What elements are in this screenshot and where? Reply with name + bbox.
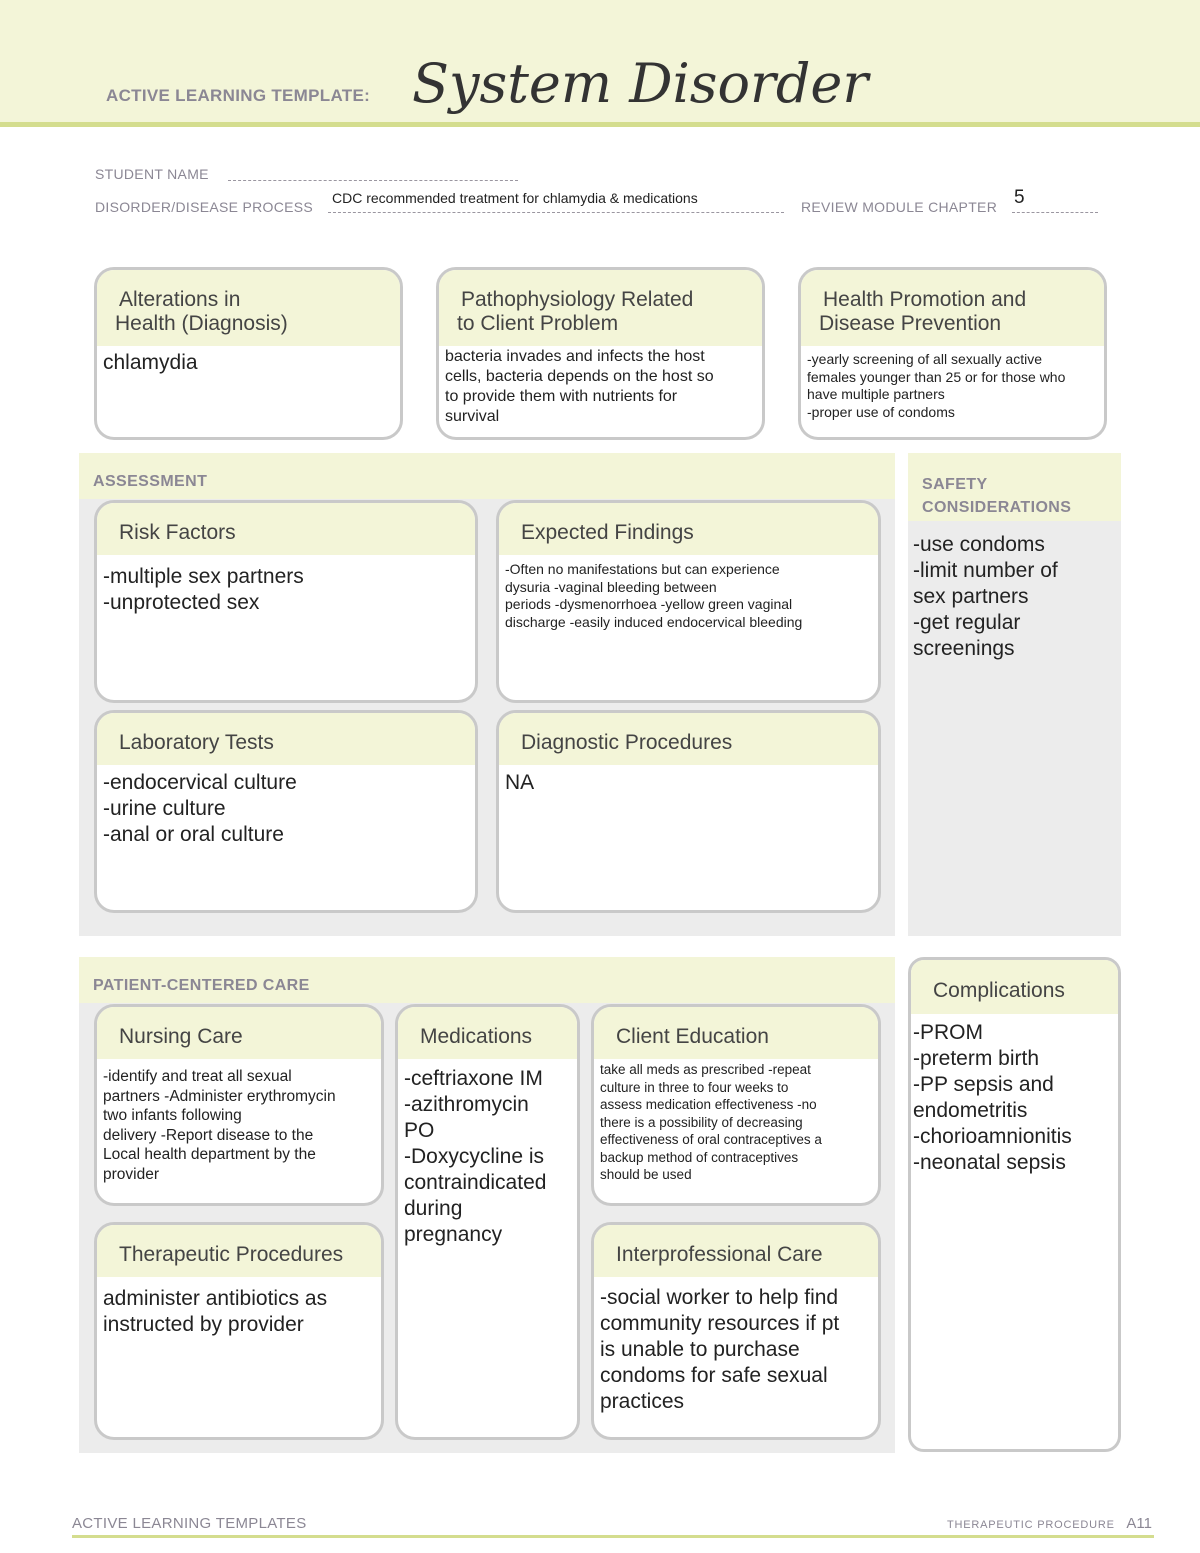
- nursing-care-line: Local health department by the: [103, 1146, 316, 1163]
- chapter-value[interactable]: 5: [1014, 187, 1025, 208]
- risk-factors-box: [94, 500, 478, 703]
- pathophysiology-line: survival: [445, 408, 500, 425]
- interprofessional-care-line: -social worker to help find: [600, 1286, 839, 1309]
- medications-text[interactable]: [398, 1059, 577, 1252]
- disorder-field[interactable]: [328, 212, 784, 213]
- header-divider: [0, 122, 1200, 127]
- nursing-care-box: [94, 1004, 384, 1206]
- lab-test-line: -anal or oral culture: [103, 823, 284, 846]
- pathophysiology-text[interactable]: [439, 346, 762, 431]
- expected-finding-line: discharge -easily induced endocervical bleeding: [505, 613, 803, 630]
- chapter-label: REVIEW MODULE CHAPTER: [801, 199, 998, 215]
- complication-line: endometritis: [913, 1099, 1028, 1122]
- pathophysiology-title-line1: Pathophysiology Related: [461, 288, 694, 311]
- patient-care-title: PATIENT-CENTERED CARE: [93, 977, 310, 994]
- nursing-care-line: delivery -Report disease to the: [103, 1126, 314, 1144]
- safety-panel: [908, 453, 1121, 936]
- medication-line: PO: [404, 1119, 435, 1142]
- risk-factor-line: -multiple sex partners: [103, 565, 304, 588]
- medications-box: [395, 1004, 580, 1440]
- alterations-header: [97, 270, 400, 346]
- interprofessional-care-title: Interprofessional Care: [616, 1243, 823, 1266]
- footer-section-label: THERAPEUTIC PROCEDURE: [946, 1519, 1115, 1531]
- pathophysiology-line: bacteria invades and infects the host: [445, 348, 705, 365]
- nursing-care-line: partners -Administer erythromycin: [103, 1087, 336, 1105]
- safety-line: -get regular: [913, 611, 1021, 634]
- health-promotion-title-line2: Disease Prevention: [819, 312, 1002, 335]
- patient-care-header: [79, 957, 895, 1003]
- safety-title: [922, 473, 1071, 519]
- safety-line: screenings: [913, 637, 1015, 660]
- interprofessional-care-line: condoms for safe sexual: [600, 1364, 828, 1387]
- expected-finding-line: -Often no manifestations but can experience: [505, 561, 780, 577]
- medications-header: [398, 1007, 577, 1059]
- pathophysiology-line: to provide them with nutrients for: [445, 388, 678, 405]
- client-education-line: culture in three to four weeks to: [600, 1079, 789, 1095]
- complication-line: -PP sepsis and: [913, 1073, 1054, 1096]
- therapeutic-procedure-line: administer antibiotics as: [103, 1287, 328, 1310]
- interprofessional-care-line: community resources if pt: [600, 1312, 840, 1335]
- health-promotion-line: -proper use of condoms: [807, 403, 955, 420]
- expected-findings-header: [499, 503, 878, 555]
- template-title: System Disorder: [412, 52, 869, 115]
- alterations-title-line2: Health (Diagnosis): [115, 312, 288, 335]
- diagnostic-procedures-title: Diagnostic Procedures: [521, 731, 733, 754]
- nursing-care-line: provider: [103, 1165, 159, 1183]
- client-education-text[interactable]: [594, 1059, 878, 1188]
- safety-line: -limit number of: [913, 559, 1058, 582]
- client-education-line: take all meds as prescribed -repeat: [600, 1062, 811, 1077]
- health-promotion-line: have multiple partners: [807, 386, 945, 402]
- nursing-care-header: [97, 1007, 381, 1059]
- safety-line: sex partners: [913, 585, 1029, 608]
- assessment-header: [79, 453, 895, 499]
- health-promotion-box: [798, 267, 1107, 440]
- diagnostic-procedures-header: [499, 713, 878, 765]
- medications-title: Medications: [420, 1025, 533, 1048]
- risk-factors-title: Risk Factors: [119, 521, 236, 544]
- risk-factor-line: -unprotected sex: [103, 591, 260, 614]
- health-promotion-title-line1: Health Promotion and: [823, 288, 1027, 311]
- nursing-care-text[interactable]: [97, 1059, 381, 1188]
- complication-line: -preterm birth: [913, 1047, 1040, 1070]
- health-promotion-header: [801, 270, 1104, 346]
- chapter-field[interactable]: [1012, 212, 1098, 213]
- client-education-line: assess medication effectiveness -no: [600, 1097, 817, 1112]
- footer-left: ACTIVE LEARNING TEMPLATES: [72, 1515, 307, 1532]
- medication-line: during: [404, 1197, 463, 1220]
- laboratory-tests-box: [94, 710, 478, 913]
- assessment-title: ASSESSMENT: [93, 473, 208, 490]
- nursing-care-line: two infants following: [103, 1107, 242, 1124]
- student-name-field[interactable]: [228, 180, 518, 181]
- therapeutic-procedures-title: Therapeutic Procedures: [119, 1243, 344, 1266]
- complications-title: Complications: [933, 979, 1065, 1002]
- complications-text[interactable]: [911, 1014, 1118, 1180]
- medication-line: -azithromycin: [404, 1093, 529, 1116]
- laboratory-tests-text[interactable]: [97, 765, 475, 852]
- safety-text[interactable]: [913, 532, 1058, 662]
- student-name-label: STUDENT NAME: [95, 166, 209, 182]
- disorder-label: DISORDER/DISEASE PROCESS: [95, 199, 314, 215]
- complication-line: -chorioamnionitis: [913, 1125, 1072, 1148]
- client-education-line: effectiveness of oral contraceptives a: [600, 1132, 822, 1147]
- therapeutic-procedure-line: instructed by provider: [103, 1313, 304, 1336]
- diagnostic-procedures-box: [496, 710, 881, 913]
- lab-test-line: -urine culture: [103, 797, 226, 820]
- pathophysiology-line: cells, bacteria depends on the host so: [445, 368, 714, 385]
- nursing-care-title: Nursing Care: [119, 1025, 243, 1048]
- footer-right: [947, 1515, 1152, 1532]
- interprofessional-care-line: is unable to purchase: [600, 1338, 800, 1361]
- health-promotion-line: females younger than 25 or for those who: [807, 368, 1066, 385]
- risk-factors-header: [97, 503, 475, 555]
- lab-test-line: -endocervical culture: [103, 771, 297, 794]
- medication-line: -Doxycycline is: [404, 1145, 545, 1168]
- expected-findings-box: [496, 500, 881, 703]
- complication-line: -neonatal sepsis: [913, 1151, 1066, 1174]
- therapeutic-procedures-text[interactable]: [97, 1277, 381, 1342]
- client-education-box: [591, 1004, 881, 1206]
- safety-header: [908, 453, 1121, 521]
- interprofessional-care-box: [591, 1222, 881, 1440]
- complication-line: -PROM: [913, 1021, 983, 1044]
- client-education-line: should be used: [600, 1167, 692, 1182]
- template-label: ACTIVE LEARNING TEMPLATE:: [106, 86, 371, 105]
- interprofessional-care-text[interactable]: [594, 1277, 878, 1419]
- interprofessional-care-line: practices: [600, 1390, 685, 1413]
- complications-header: [911, 960, 1118, 1014]
- safety-title-line1: SAFETY: [922, 476, 988, 493]
- health-promotion-line: -yearly screening of all sexually active: [807, 351, 1042, 367]
- client-education-line: there is a possibility of decreasing: [600, 1114, 803, 1130]
- disorder-value[interactable]: CDC recommended treatment for chlamydia & medications: [332, 190, 698, 206]
- pathophysiology-title-line2: to Client Problem: [457, 312, 619, 335]
- client-education-header: [594, 1007, 878, 1059]
- client-education-line: backup method of contraceptives: [600, 1149, 799, 1165]
- safety-line: -use condoms: [913, 533, 1045, 556]
- expected-finding-line: dysuria -vaginal bleeding between: [505, 578, 717, 595]
- safety-title-line2: CONSIDERATIONS: [922, 499, 1072, 516]
- expected-finding-line: periods -dysmenorrhoea -yellow green vaginal: [505, 596, 793, 612]
- diagnostic-procedures-text[interactable]: NA: [505, 771, 535, 794]
- therapeutic-procedures-header: [97, 1225, 381, 1277]
- pathophysiology-box: [436, 267, 765, 440]
- expected-findings-text[interactable]: [499, 555, 878, 635]
- laboratory-tests-title: Laboratory Tests: [119, 731, 274, 754]
- client-education-title: Client Education: [616, 1025, 769, 1048]
- footer-divider: [72, 1535, 1154, 1538]
- laboratory-tests-header: [97, 713, 475, 765]
- nursing-care-line: -identify and treat all sexual: [103, 1068, 292, 1085]
- interprofessional-care-header: [594, 1225, 878, 1277]
- medication-line: contraindicated: [404, 1171, 547, 1194]
- risk-factors-text[interactable]: [97, 555, 475, 620]
- alterations-title-line1: Alterations in: [119, 288, 241, 311]
- complications-box: [908, 957, 1121, 1452]
- alterations-box: [94, 267, 403, 440]
- medication-line: pregnancy: [404, 1223, 503, 1246]
- health-promotion-text[interactable]: [801, 346, 1104, 425]
- pathophysiology-header: [439, 270, 762, 346]
- footer-page-number: A11: [1126, 1515, 1152, 1532]
- therapeutic-procedures-box: [94, 1222, 384, 1440]
- medication-line: -ceftriaxone IM: [404, 1067, 543, 1090]
- alterations-text[interactable]: chlamydia: [103, 351, 198, 374]
- expected-findings-title: Expected Findings: [521, 521, 694, 544]
